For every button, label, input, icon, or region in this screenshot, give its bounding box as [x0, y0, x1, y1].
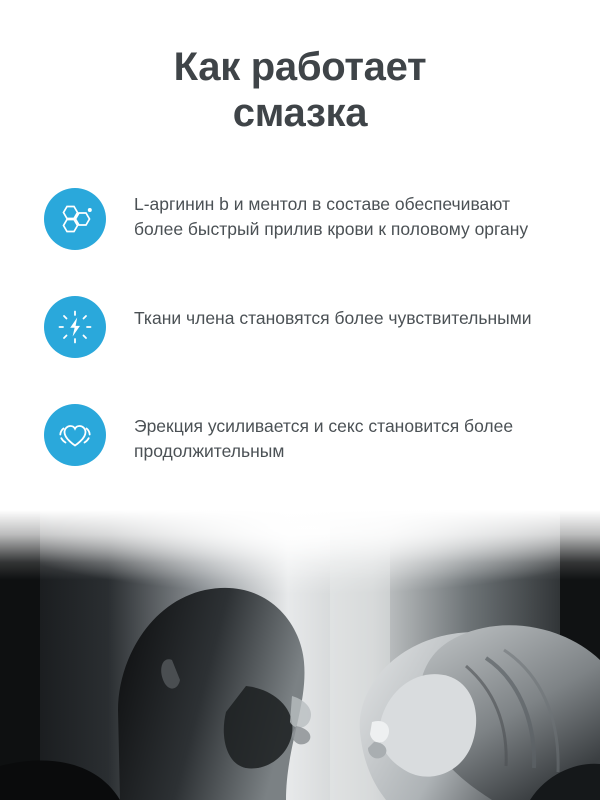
molecule-icon: [44, 188, 106, 250]
heart-hands-icon: [44, 404, 106, 466]
list-item-label: L-аргинин b и ментол в составе обеспечивают более быстрый прилив крови к половому органу: [134, 194, 529, 239]
list-item-label: Ткани члена становятся более чувствительными: [134, 308, 532, 328]
lightning-burst-icon: [44, 296, 106, 358]
list-item: [0, 294, 600, 358]
list-item: [0, 402, 600, 466]
page-title: [0, 0, 600, 137]
page-title-line-1: Как работает: [173, 45, 427, 89]
benefit-list: [0, 186, 600, 510]
page-title-line-2: смазка: [232, 91, 368, 136]
list-item-label: Эрекция усиливается и секс становится более продолжительным: [134, 416, 514, 461]
couple-photo: [0, 510, 600, 800]
list-item: [0, 186, 600, 250]
